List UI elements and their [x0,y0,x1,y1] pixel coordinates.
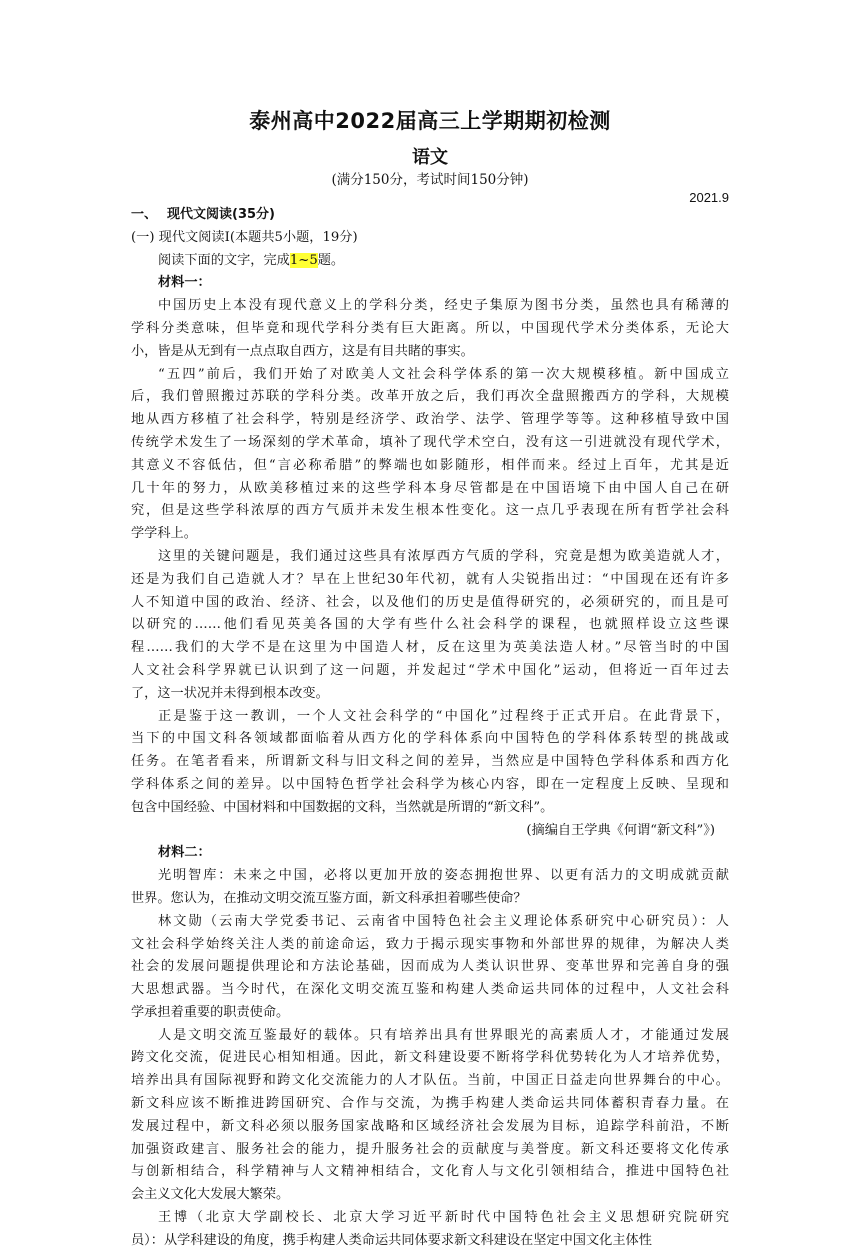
section-heading [131,204,729,227]
material1-paragraph [131,546,729,706]
text-line: 世界。您认为，在推动文明交流互鉴方面，新文科承担着哪些使命？ [131,890,527,906]
text-line: 传统学术发生了一场深刻的学术革命，填补了现代学术空白，没有这一引进就没有现代学术， [131,434,729,450]
material2-label: 材料二： [158,845,211,861]
text-line: 光明智库：未来之中国，必将以更加开放的姿态拥抱世界、以更有活力的文明成就贡献 [158,868,729,884]
text-line: 了，这一状况并未得到根本改变。 [131,685,329,701]
text-line: 员）：从学科建设的角度，携手构建人类命运共同体要求新文科建设在坚定中国文化主体性 [131,1232,652,1248]
text-line: 几十年的努力，从欧美移植过来的这些学科本身尽管都是在中国语境下由中国人自己在研 [131,480,729,496]
text-line: 加强资政建言、服务社会的能力，提升服务社会的贡献度与美誉度。新文科还要将文化传承 [131,1141,729,1157]
text-line: 小，皆是从无到有一点点取自西方，这是有目共睹的事实。 [131,343,474,359]
text-line: 社会的发展问题提供理论和方法论基础，因而成为人类认识世界、变革世界和完善自身的强 [131,959,729,975]
text-line: 跨文化交流，促进民心相知相通。因此，新文科建设要不断将学科优势转化为人才培养优势， [131,1050,729,1066]
subject-title: 语文 [412,147,448,168]
document-body [131,204,729,1253]
material2-paragraph [131,1025,729,1207]
instruction [131,250,729,273]
text-line: 学学科上。 [131,526,197,542]
text-line: 当下的中国文科各领域都面临着从西方化的学科体系向中国特色的学科体系转型的挑战或 [131,731,729,747]
text-line: 学承担着重要的职责使命。 [131,1004,290,1020]
text-line: 与创新相结合，科学精神与人文精神相结合，文化育人与文化引领相结合，推进中国特色社 [131,1164,729,1180]
text-line: 新文科应该不断推进跨国研究、合作与交流，为携手构建人类命运共同体蓄积青春力量。在 [131,1096,729,1112]
material1-paragraph [131,295,729,363]
text-line: 学科分类意味，但毕竟和现代学科分类有巨大距离。所以，中国现代学术分类体系，无论大 [131,320,729,336]
text-line: 文社会科学始终关注人类的前途命运，致力于揭示现实事物和外部世界的规律，为解决人类 [131,936,729,952]
exam-title: 泰州高中2022届高三上学期期初检测 [249,109,611,133]
material1-paragraph [131,706,729,820]
text-line: 究，但是这些学科浓厚的西方气质并未发生根本性变化。这一点几乎表现在所有哲学社会科 [131,503,729,519]
text-line: 还是为我们自己造就人才？早在上世纪30年代初，就有人尖锐指出过：“中国现在还有许多 [131,571,729,587]
score-note: (满分150分，考试时间150分钟) [331,172,529,188]
material1-label: 材料一： [158,275,211,291]
section-title: 现代文阅读(35分) [167,207,275,222]
material1-paragraph [131,364,729,546]
text-line: 会主义文化大发展大繁荣。 [131,1187,290,1203]
text-line: 其意义不容低估，但“言必称希腊”的弊端也如影随形，相伴而来。经过上百年，尤其是近 [131,457,729,473]
text-line: 程……我们的大学不是在这里为中国造人材，反在这里为英美法造人材。”尽管当时的中国 [131,640,729,656]
text-line: 人不知道中国的政治、经济、社会，以及他们的历史是值得研究的，必须研究的，而且是可 [131,594,729,610]
text-line: 学科体系之间的差异。以中国特色哲学社会科学为核心内容，即在一定程度上反映、呈现和 [131,776,729,792]
material1-source: (摘编自王学典《何谓“新文科”》) [526,822,715,838]
text-line: 人是文明交流互鉴最好的载体。只有培养出具有世界眼光的高素质人才，才能通过发展 [158,1027,729,1043]
question-range-highlight: 1~5 [289,252,318,268]
material2-paragraph [131,1207,729,1253]
section-number: 一、 [131,207,158,222]
exam-date: 2021.9 [689,190,729,205]
text-line: 包含中国经验、中国材料和中国数据的文科，当然就是所谓的“新文科”。 [131,799,554,815]
text-line: 正是鉴于这一教训，一个人文社会科学的“中国化”过程终于正式开启。在此背景下， [158,708,729,724]
sub-heading: (一) 现代文阅读Ⅰ(本题共5小题，19分) [131,229,358,245]
text-line: 人文社会科学界就已认识到了这一问题，并发起过“学术中国化”运动，但将近一百年过去 [131,662,729,678]
material2-paragraph [131,865,729,911]
text-line: 后，我们曾照搬过苏联的学科分类。改革开放之后，我们再次全盘照搬西方的学科，大规模 [131,389,729,405]
text-line: 以研究的……他们看见英美各国的大学有些什么社会科学的课程，也就照样设立这些课 [131,617,729,633]
text-line: “五四”前后，我们开始了对欧美人文社会科学体系的第一次大规模移植。新中国成立 [158,366,729,382]
text-line: 中国历史上本没有现代意义上的学科分类，经史子集原为图书分类，虽然也具有稀薄的 [158,298,729,314]
material2-paragraph [131,911,729,1025]
text-line: 林文勋（云南大学党委书记、云南省中国特色社会主义理论体系研究中心研究员）：人 [158,913,729,929]
text-line: 任务。在笔者看来，所谓新文科与旧文科之间的差异，当然应是中国特色学科体系和西方化 [131,754,729,770]
instruction-text-end: 题。 [317,252,345,268]
instruction-text: 阅读下面的文字，完成 [158,252,290,268]
text-line: 大思想武器。当今时代，在深化文明交流互鉴和构建人类命运共同体的过程中，人文社会科 [131,982,729,998]
text-line: 王博（北京大学副校长、北京大学习近平新时代中国特色社会主义思想研究院研究 [158,1210,729,1226]
text-line: 发展过程中，新文科必须以服务国家战略和区域经济社会发展为目标，追踪学科前沿，不断 [131,1118,729,1134]
text-line: 培养出具有国际视野和跨文化交流能力的人才队伍。当前，中国正日益走向世界舞台的中心。 [131,1073,729,1089]
text-line: 地从西方移植了社会科学，特别是经济学、政治学、法学、管理学等等。这种移植导致中国 [131,412,729,428]
text-line: 这里的关键问题是，我们通过这些具有浓厚西方气质的学科，究竟是想为欧美造就人才， [158,548,729,564]
